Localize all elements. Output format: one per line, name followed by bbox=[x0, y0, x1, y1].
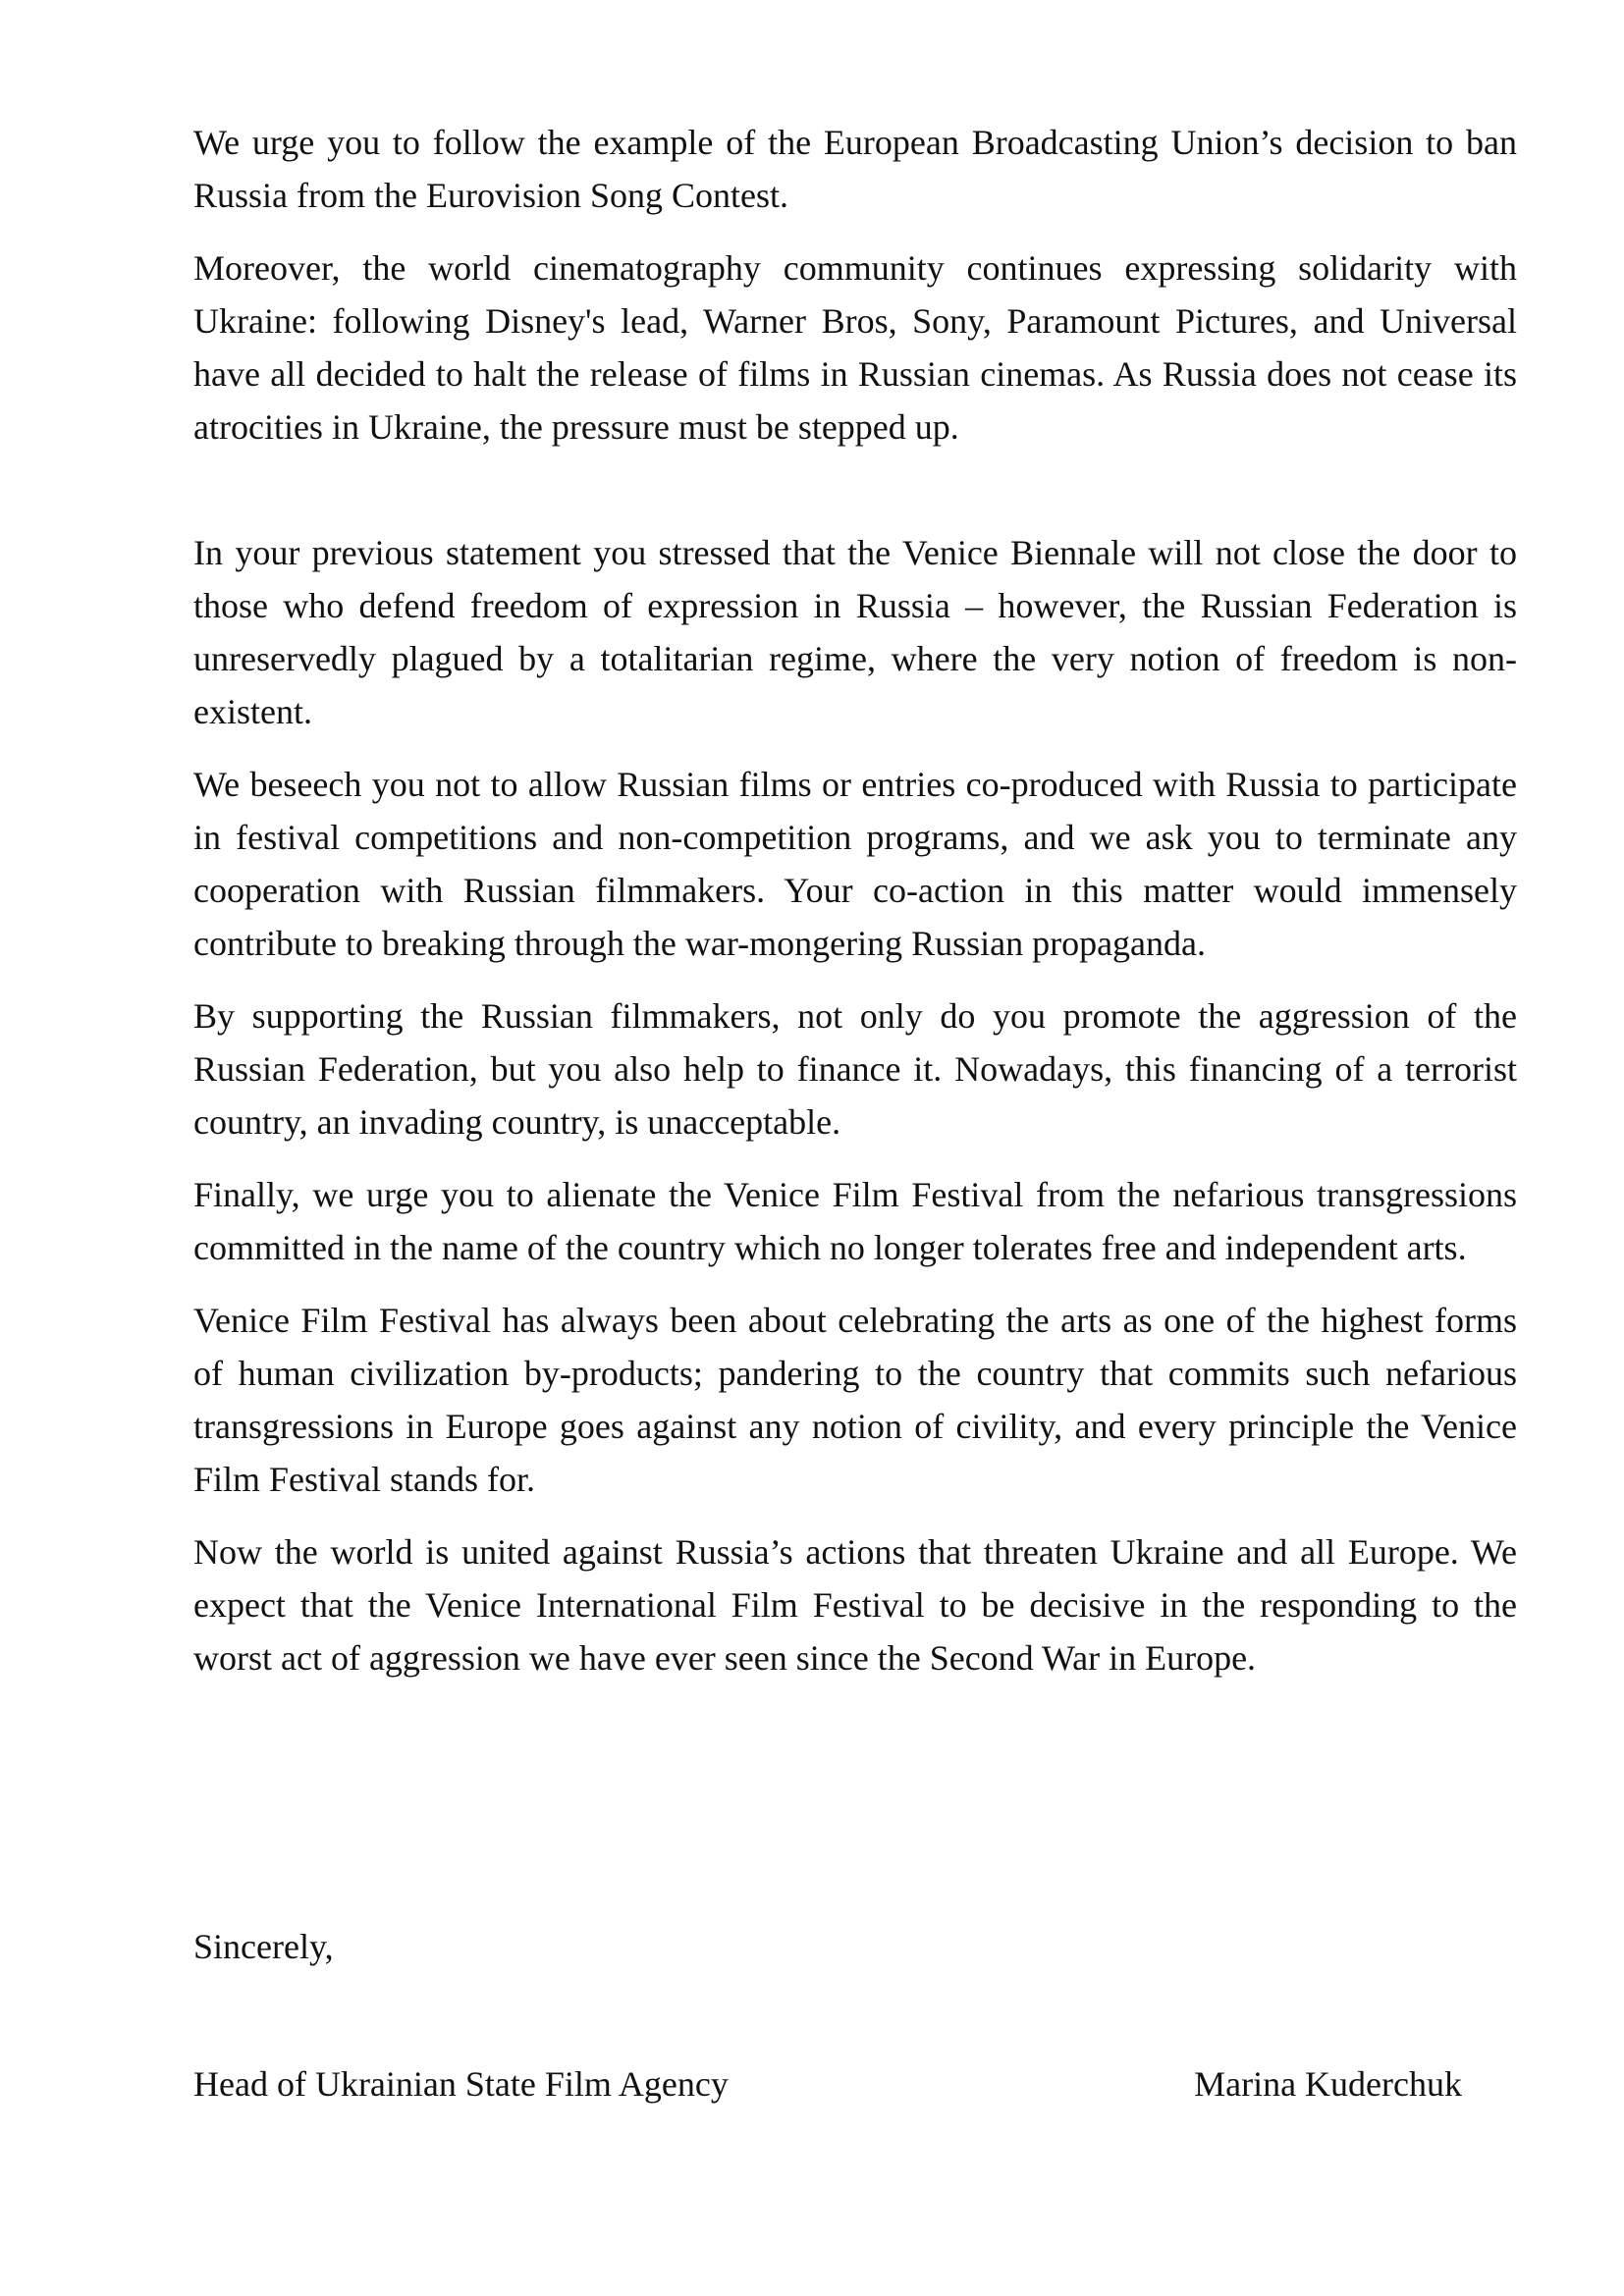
signer-title: Head of Ukrainian State Film Agency bbox=[193, 2064, 729, 2104]
paragraph-previous-statement: In your previous statement you stressed that the Venice Biennale will not close the door to those who defend freedom of expression in Russia – however, the Russian Federation is unreservedly plagued by a totalitarian regime, where the very notion of freedom is non-existent. bbox=[193, 533, 1517, 731]
paragraph-eurovision: We urge you to follow the example of the European Broadcasting Union’s decision to ban Russia from the Eurovision Song Contest. bbox=[193, 123, 1517, 215]
signature-block bbox=[193, 2057, 1462, 2110]
paragraph-solidarity: Moreover, the world cinematography community continues expressing solidarity with Ukraine: following Disney's lead, Warner Bros, Sony, Paramount Pictures, and Universal have all decided to halt the release of films in Russian cinemas. As Russia does not cease its atrocities in Ukraine, the pressure must be stepped up. bbox=[193, 248, 1517, 447]
paragraph-united: Now the world is united against Russia’s actions that threaten Ukraine and all Europe. We expect that the Venice International Film Festival to be decisive in the responding to the worst act of aggression we have ever seen since the Second War in Europe. bbox=[193, 1532, 1517, 1678]
closing-salutation: Sincerely, bbox=[193, 1927, 334, 1966]
letter-body bbox=[193, 116, 1517, 1684]
paragraph-alienate: Finally, we urge you to alienate the Venice Film Festival from the nefarious transgressions committed in the name of the country which no longer tolerates free and independent arts. bbox=[193, 1175, 1517, 1267]
signer-name: Marina Kuderchuk bbox=[1194, 2064, 1462, 2104]
paragraph-principles: Venice Film Festival has always been about celebrating the arts as one of the highest forms of human civilization by-products; pandering to the country that commits such nefarious transgressions in Europe goes against any notion of civility, and every principle the Venice Film Festival stands for. bbox=[193, 1301, 1517, 1499]
paragraph-financing: By supporting the Russian filmmakers, not only do you promote the aggression of the Russian Federation, but you also help to finance it. Nowadays, this financing of a terrorist country, an invading country, is unacceptable. bbox=[193, 996, 1517, 1142]
paragraph-request: We beseech you not to allow Russian films or entries co-produced with Russia to participate in festival competitions and non-competition programs, and we ask you to terminate any cooperation with Russian filmmakers. Your co-action in this matter would immensely contribute to breaking through the war-mongering Russian propaganda. bbox=[193, 765, 1517, 963]
